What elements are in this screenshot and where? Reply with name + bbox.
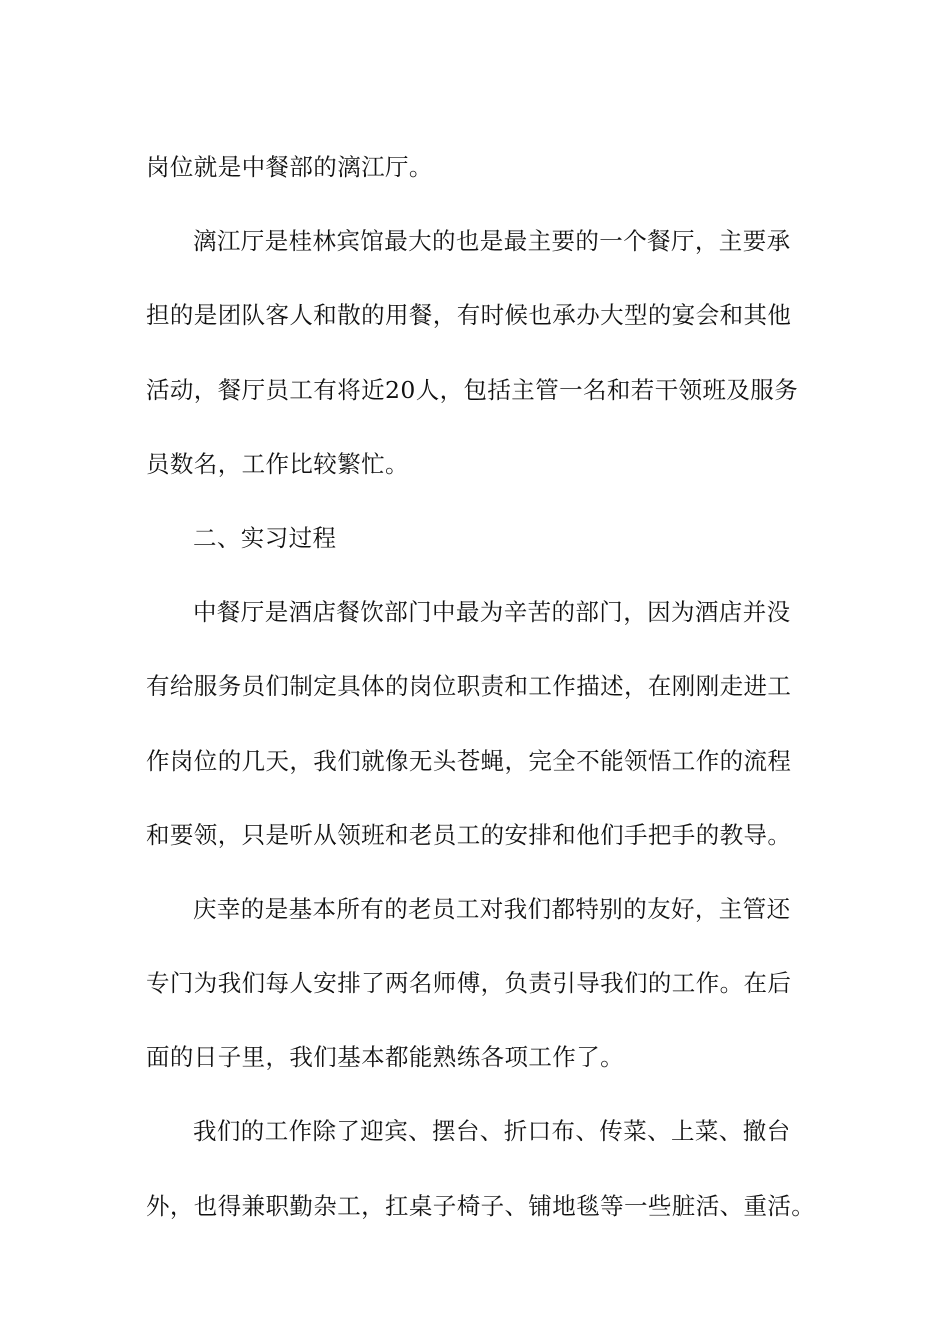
text-line: 员数名，工作比较繁忙。 (146, 449, 409, 478)
paragraph-start-line: 我们的工作除了迎宾、摆台、折口布、传菜、上菜、撤台 (193, 1117, 791, 1146)
text-line: 岗位就是中餐部的漓江厅。 (146, 153, 433, 181)
paragraph-start-line: 庆幸的是基本所有的老员工对我们都特别的友好，主管还 (193, 894, 791, 923)
document-body (146, 130, 826, 1243)
text-line: 专门为我们每人安排了两名师傅，负责引导我们的工作。在后 (146, 969, 792, 998)
text-line: 外，也得兼职勤杂工，扛桌子椅子、铺地毯等一些脏活、重活。 (146, 1191, 816, 1220)
text-line: 面的日子里，我们基本都能熟练各项工作了。 (146, 1043, 624, 1072)
text-line: 担的是团队客人和散的用餐，有时候也承办大型的宴会和其他 (146, 301, 792, 330)
paragraph-start-line: 中餐厅是酒店餐饮部门中最为辛苦的部门，因为酒店并没 (193, 598, 791, 627)
paragraph-start-line: 漓江厅是桂林宾馆最大的也是最主要的一个餐厅，主要承 (193, 227, 791, 256)
text-line: 有给服务员们制定具体的岗位职责和工作描述，在刚刚走进工 (146, 672, 792, 701)
text-line: 和要领，只是听从领班和老员工的安排和他们手把手的教导。 (146, 820, 792, 849)
section-heading: 二、实习过程 (193, 523, 337, 552)
text-line: 作岗位的几天，我们就像无头苍蝇，完全不能领悟工作的流程 (146, 746, 792, 775)
text-line: 活动，餐厅员工有将近20人，包括主管一名和若干领班及服务 (146, 375, 799, 404)
